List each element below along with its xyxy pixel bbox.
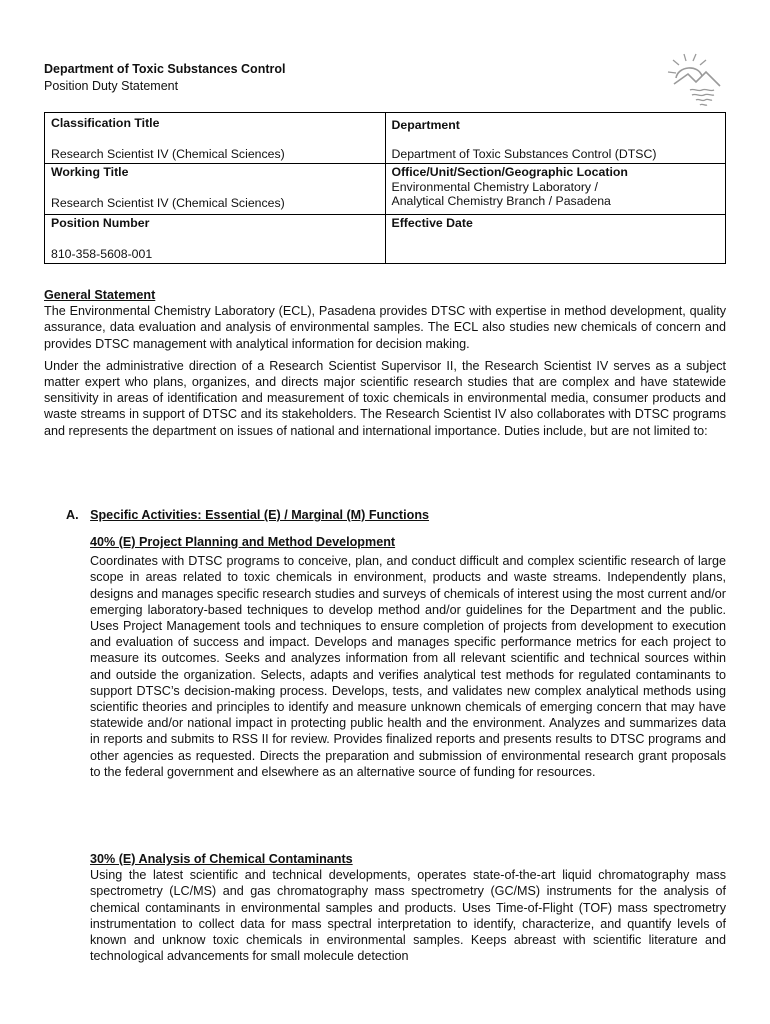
working-title-cell [45,164,386,215]
effective-date-cell [385,215,726,264]
classification-title-value: Research Scientist IV (Chemical Sciences) [51,147,285,161]
position-number-cell [45,215,386,264]
department-title: Department of Toxic Substances Control [44,62,286,76]
duty-chemical-analysis-body: Using the latest scientific and technical developments, operates state-of-the-art liquid chromatography mass spectrometry (LC/MS) and gas chromatography mass spectrometry (GC/MS) instruments for the analysis of chemical contaminants in environmental samples and products. Uses Time-of-Flight (TOF) mass spectrometry instrumentation to collect data for mass spectral interpretation to identify, characterize, and quantify levels of known and unknow toxic chemicals in environmental samples. Keeps abreast with scientific literature and technological advancements for small molecule detection [90,868,726,964]
general-statement-section [44,287,726,439]
section-marker: A. [66,508,79,522]
general-statement-heading: General Statement [44,288,156,302]
working-title-label: Working Title [51,165,129,179]
duty-project-planning-heading: 40% (E) Project Planning and Method Development [90,535,396,549]
classification-title-cell [45,113,386,164]
department-label: Department [391,118,460,132]
general-statement-paragraph-1: The Environmental Chemistry Laboratory (ECL), Pasadena provides DTSC with expertise in method development, quality assurance, data evaluation and analysis of environmental samples. The ECL also studies new chemicals of concern and provides DTSC management with analytical information for decision making. [44,304,726,351]
office-location-value-line2: Analytical Chemistry Branch / Pasadena [391,194,611,208]
office-location-value-line1: Environmental Chemistry Laboratory / [391,180,598,194]
duty-project-planning [90,534,726,780]
position-info-table [44,112,726,264]
office-location-cell [385,164,726,215]
position-number-label: Position Number [51,216,150,230]
department-cell [385,113,726,164]
effective-date-label: Effective Date [391,216,473,230]
duty-chemical-analysis [90,851,726,964]
duty-chemical-analysis-heading: 30% (E) Analysis of Chemical Contaminants [90,852,353,866]
dtsc-logo-icon [664,48,726,110]
duty-project-planning-body: Coordinates with DTSC programs to conceive, plan, and conduct difficult and complex scientific research of large scope in areas related to toxic chemicals in environment, products and waste streams. Independently plans, designs and manages specific research studies and surveys of chemicals of interest using the most current and/or emerging laboratory-based techniques to develop method and/or guidelines for the Department and the public. Uses Project Management tools and techniques to ensure completion of projects from development to execution and evaluation of success and impact. Develops and manages specific performance metrics for each project to measure its outcomes. Seeks and analyzes information from all relevant scientific and technical sources within and outside the organization. Selects, adapts and verifies analytical test methods for regulated contaminants to support DTSC’s decision-making process. Develops, tests, and validates new complex analytical methods using scientific theories and principles to identify and measure unknown chemicals of emerging concern that may have statewide and/or national impact in protecting public health and the environment. Analyzes and summarizes data in reports and submits to RSS II for review. Provides finalized reports and presents results to DTSC programs and other agencies as requested. Directs the preparation and submission of environmental research grant proposals to the federal government and elsewhere as an alternative source of funding for resources. [90,554,726,779]
specific-activities-heading: Specific Activities: Essential (E) / Marginal (M) Functions [90,508,430,522]
position-number-value: 810-358-5608-001 [51,247,153,261]
classification-title-label: Classification Title [51,116,160,130]
working-title-value: Research Scientist IV (Chemical Sciences) [51,196,285,210]
department-value: Department of Toxic Substances Control (DTSC) [391,147,657,161]
specific-activities-heading-row [66,507,726,523]
general-statement-paragraph-2: Under the administrative direction of a Research Scientist Supervisor II, the Research Scientist IV serves as a subject matter expert who plans, organizes, and directs major scientific research studies that are complex and have statewide sensitivity in areas of identification and measurement of toxic chemicals in environmental media, consumer products and waste streams in support of DTSC and its stakeholders. The Research Scientist IV also collaborates with DTSC programs and represents the department on issues of national and international importance. Duties include, but are not limited to: [44,358,726,438]
office-location-label: Office/Unit/Section/Geographic Location [391,165,628,179]
document-subtitle: Position Duty Statement [44,79,179,93]
